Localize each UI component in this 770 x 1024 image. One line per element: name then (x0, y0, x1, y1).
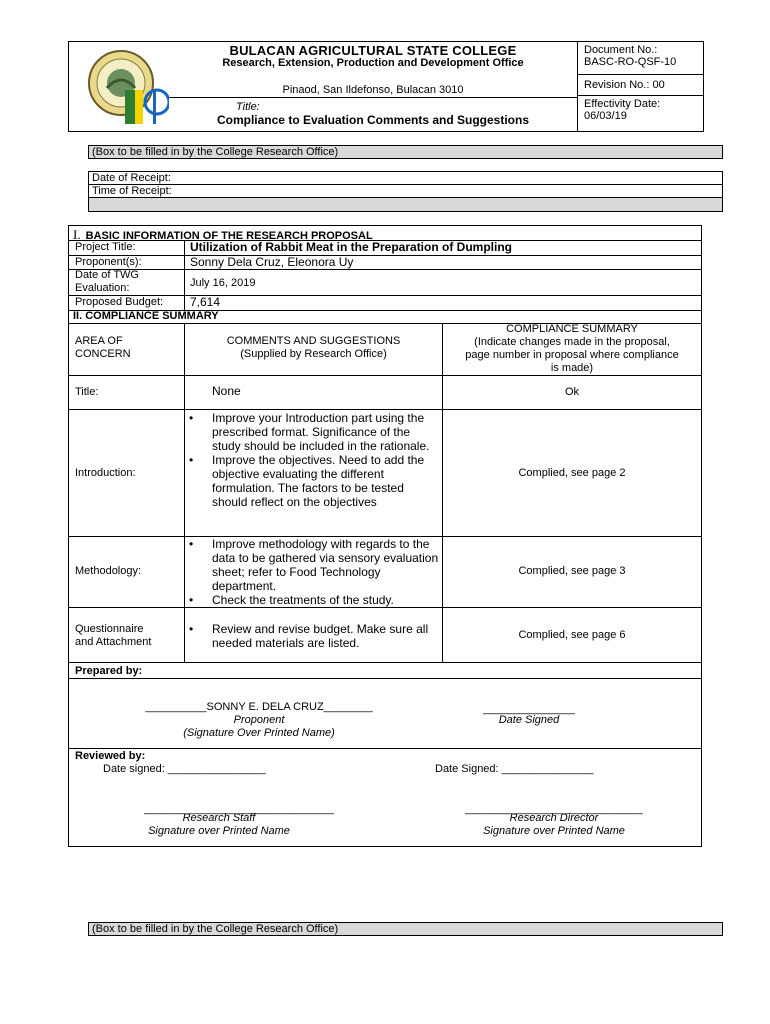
college-name: BULACAN AGRICULTURAL STATE COLLEGE (229, 43, 517, 58)
title-label: Title: (236, 101, 260, 113)
list-item: • Check the treatments of the study. (187, 593, 439, 607)
form-title: Compliance to Evaluation Comments and Suggestions (216, 113, 530, 127)
comments-methodology (187, 537, 439, 607)
area-introduction: Introduction: (75, 467, 136, 479)
project-title-label: Project Title: (75, 241, 136, 253)
col-compliance-header-2: (Indicate changes made in the proposal, (474, 336, 670, 348)
section1-heading: I. BASIC INFORMATION OF THE RESEARCH PROPOSAL (73, 227, 373, 242)
area-title: Title: (75, 386, 99, 398)
col-comments-header-2: (Supplied by Research Office) (240, 348, 387, 360)
compliance-questionnaire: Complied, see page 6 (518, 629, 626, 641)
research-staff-line: _______________________________ (144, 803, 334, 815)
research-director-role: Research Director (509, 812, 599, 824)
research-director-line: _____________________________ (465, 803, 643, 815)
college-logo (69, 42, 169, 131)
twg-label-line1: Date of TWG (75, 269, 139, 281)
research-staff-role: Research Staff (182, 812, 256, 824)
reviewed-date-left: Date signed: ________________ (103, 763, 266, 775)
receipt-gray-row (89, 198, 722, 211)
list-item: • Review and revise budget. Make sure all needed materials are listed. (187, 622, 439, 650)
doc-no-label: Document No.: (584, 44, 658, 56)
receipt-box (88, 171, 723, 212)
reviewed-date-right: Date Signed: _______________ (435, 763, 594, 775)
comments-introduction (187, 411, 439, 509)
prepared-date-line: _______________ (483, 703, 575, 715)
research-director-signature: Signature over Printed Name (483, 825, 625, 837)
col-comments-header-1: COMMENTS AND SUGGESTIONS (226, 335, 401, 347)
budget: 7,614 (190, 295, 221, 309)
reviewed-by-label: Reviewed by: (75, 750, 146, 762)
document-info (577, 42, 704, 131)
budget-label: Proposed Budget: (75, 296, 164, 308)
prepared-date-label: Date Signed (498, 714, 560, 726)
prepared-by-label: Prepared by: (75, 665, 143, 677)
proponent-signature-label: (Signature Over Printed Name) (183, 727, 335, 739)
area-questionnaire-1: Questionnaire (75, 623, 144, 635)
col-compliance-header-1: COMPLIANCE SUMMARY (506, 323, 638, 335)
effectivity-date: 06/03/19 (584, 110, 627, 122)
twg-label-line2: Evaluation: (75, 282, 130, 294)
college-address: Pinaod, San Ildefonso, Bulacan 3010 (282, 84, 464, 96)
comment-title: None (212, 384, 241, 398)
section2-heading: II. COMPLIANCE SUMMARY (73, 310, 219, 322)
doc-no: BASC-RO-QSF-10 (584, 56, 677, 68)
document-header (68, 41, 704, 132)
col-compliance-header-3: page number in proposal where compliance (465, 349, 679, 361)
col-area-header-2: CONCERN (75, 348, 131, 360)
area-questionnaire-2: and Attachment (75, 636, 152, 648)
office-name: Research, Extension, Production and Development Office (222, 57, 524, 69)
compliance-methodology: Complied, see page 3 (518, 565, 626, 577)
proponent-role: Proponent (233, 714, 285, 726)
col-area-header-1: AREA OF (75, 335, 123, 347)
area-methodology: Methodology: (75, 565, 142, 577)
comments-questionnaire (187, 622, 439, 650)
list-item: • Improve your Introduction part using the prescribed format. Significance of the study should be included in the rationale. (187, 411, 439, 453)
project-title: Utilization of Rabbit Meat in the Preparation of Dumpling (190, 240, 512, 254)
compliance-title: Ok (564, 386, 580, 398)
col-compliance-header-4: is made) (550, 362, 594, 374)
proponent-name-line: __________SONNY E. DELA CRUZ________ (145, 701, 373, 713)
compliance-introduction: Complied, see page 2 (518, 467, 626, 479)
proponents-label: Proponent(s): (75, 256, 142, 268)
list-item: • Improve the objectives. Need to add the objective evaluating the different formulation. The factors to be tested should reflect on the objectives (187, 453, 439, 509)
office-box-top: (Box to be filled in by the College Research Office) (88, 145, 723, 159)
office-box-bottom: (Box to be filled in by the College Research Office) (88, 922, 723, 936)
time-of-receipt: Time of Receipt: (89, 185, 722, 198)
proponents: Sonny Dela Cruz, Eleonora Uy (190, 255, 354, 269)
twg-date: July 16, 2019 (190, 277, 256, 289)
list-item: • Improve methodology with regards to the data to be gathered via sensory evaluation sheet; refer to Food Technology department. (187, 537, 439, 593)
effectivity-label: Effectivity Date: (584, 98, 661, 110)
main-form (68, 225, 702, 847)
date-of-receipt: Date of Receipt: (89, 172, 722, 185)
revision-no: Revision No.: 00 (584, 79, 665, 91)
research-staff-signature: Signature over Printed Name (148, 825, 290, 837)
